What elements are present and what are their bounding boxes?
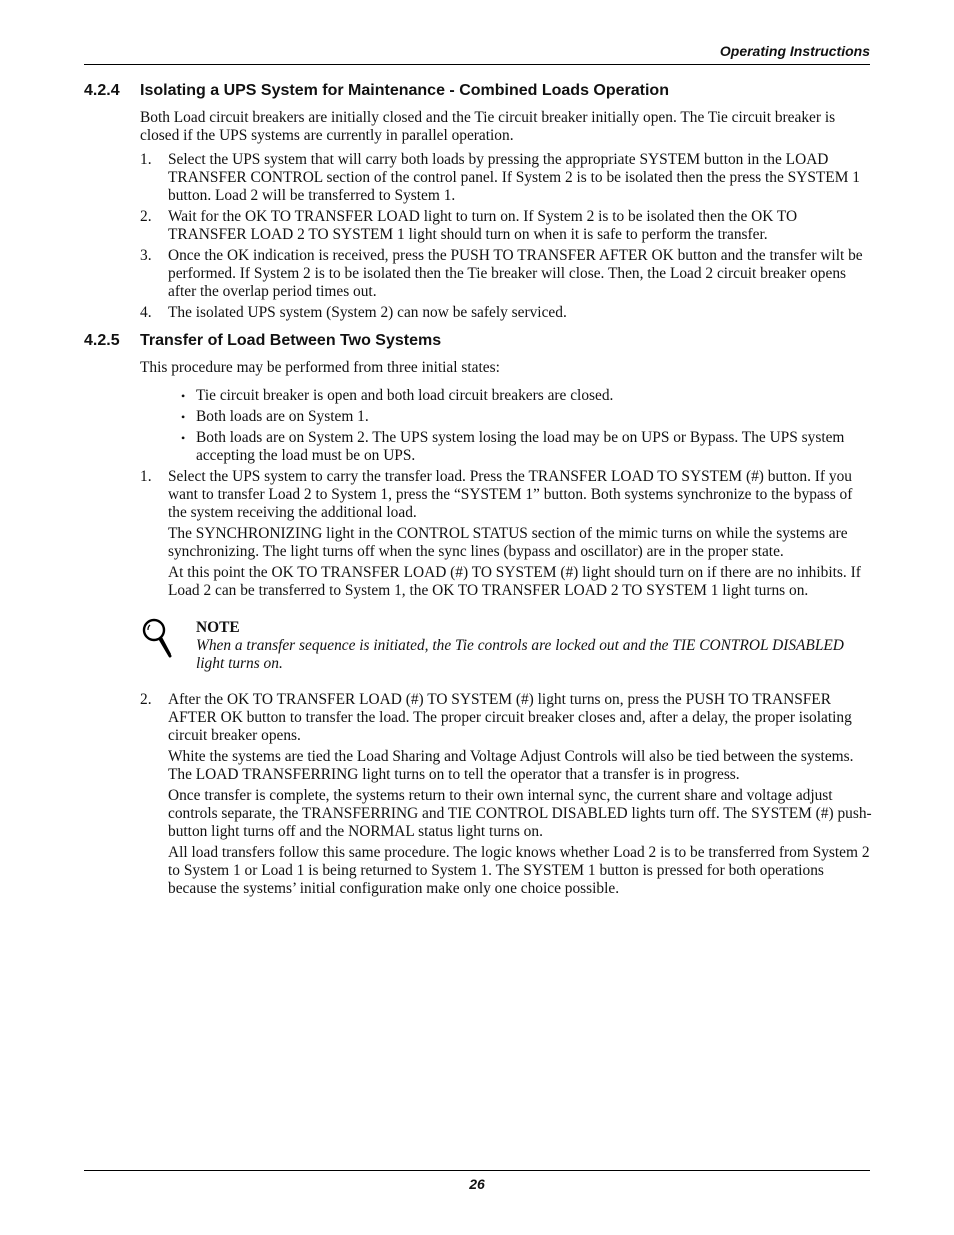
bullet-marker: • (181, 389, 186, 403)
bullet-text: Tie circuit breaker is open and both load circuit breakers are closed. (196, 387, 614, 404)
note-title: NOTE (196, 619, 240, 636)
bullet-text: Both loads are on System 1. (196, 408, 369, 425)
bullet-item (181, 429, 870, 465)
running-header: Operating Instructions (719, 43, 870, 59)
step-number: 2. (140, 691, 152, 708)
step-text: Wait for the OK TO TRANSFER LOAD light to turn on. If System 2 is to be isolated then the OK TO TRANSFER LOAD 2 TO SYSTEM 1 light should turn on when it is safe to perform the transfer. (168, 208, 798, 243)
section-title: Isolating a UPS System for Maintenance - Combined Loads Operation (140, 82, 669, 99)
step-item (140, 468, 870, 522)
step-number: 3. (140, 247, 152, 264)
note-text: When a transfer sequence is initiated, the Tie controls are locked out and the TIE CONTROL DISABLED light turns on. (196, 637, 844, 672)
step-text: After the OK TO TRANSFER LOAD (#) TO SYSTEM (#) light turns on, press the PUSH TO TRANSFER AFTER OK button to transfer the load. The proper circuit breaker closes and, after a delay, the proper isolating circuit breaker opens. (168, 691, 852, 744)
step-text: Once the OK indication is received, press the PUSH TO TRANSFER AFTER OK button and the transfer wilt be performed. If System 2 is to be isolated then the Tie breaker will close. Then, the Load 2 circuit breaker opens after the overlap period times out. (168, 247, 863, 300)
step-item (140, 151, 870, 205)
steps-list-4-2-4 (84, 151, 870, 322)
step-paragraph: All load transfers follow this same procedure. The logic knows whether Load 2 is to be transferred from System 2 to System 1 or Load 1 is being returned to System 1. The SYSTEM 1 button is pressed for both operations because the systems’ initial configuration make only one choice possible. (168, 844, 870, 897)
step-item (140, 691, 870, 745)
section-number: 4.2.5 (84, 332, 120, 349)
magnifier-icon (140, 618, 196, 673)
step-text: Select the UPS system to carry the transfer load. Press the TRANSFER LOAD TO SYSTEM (#) button. If you want to transfer Load 2 to System 1, press the “SYSTEM 1” button. Both systems synchronize to the bypass of the system receiving the additional load. (168, 468, 853, 521)
step-paragraph: White the systems are tied the Load Sharing and Voltage Adjust Controls will also be tied between the systems. The LOAD TRANSFERRING light turns on to tell the operator that a transfer is in progress. (168, 748, 854, 783)
bullet-marker: • (181, 410, 186, 424)
step-number: 2. (140, 208, 152, 225)
steps-list-4-2-5-b (84, 691, 870, 745)
section-heading-4-2-4 (84, 80, 870, 102)
step-item (140, 247, 870, 301)
bullet-item (181, 387, 870, 405)
header-rule (84, 64, 870, 65)
section-title: Transfer of Load Between Two Systems (140, 332, 442, 349)
step-item (140, 208, 870, 244)
step-item (140, 304, 870, 322)
step-text: Select the UPS system that will carry both loads by pressing the appropriate SYSTEM button in the LOAD TRANSFER CONTROL section of the control panel. If System 2 is to be isolated then the press the SYSTEM 1 button. Load 2 will be transferred to System 1. (168, 151, 860, 204)
initial-states-list (84, 387, 870, 465)
bullet-text: Both loads are on System 2. The UPS system losing the load may be on UPS or Bypass. The UPS system accepting the load must be on UPS. (196, 429, 845, 464)
page-content (84, 78, 870, 898)
note-body (196, 618, 868, 673)
section-intro: This procedure may be performed from three initial states: (140, 359, 500, 376)
bullet-item (181, 408, 870, 426)
footer-rule (84, 1170, 870, 1171)
step-number: 1. (140, 151, 152, 168)
step-paragraph: Once transfer is complete, the systems return to their own internal sync, the current share and voltage adjust controls separate, the TRANSFERRING and TIE CONTROL DISABLED lights turn off. The SYSTEM (#) push-button light turns off and the NORMAL status light turns on. (168, 787, 872, 840)
section-number: 4.2.4 (84, 82, 120, 99)
note-box (140, 618, 870, 673)
bullet-marker: • (181, 431, 186, 445)
step-text: The isolated UPS system (System 2) can now be safely serviced. (168, 304, 567, 321)
step-paragraph: The SYNCHRONIZING light in the CONTROL STATUS section of the mimic turns on while the systems are synchronizing. The light turns off when the sync lines (bypass and oscillator) are in the proper state. (168, 525, 848, 560)
page-number: 26 (469, 1176, 485, 1192)
step-number: 1. (140, 468, 152, 485)
section-intro: Both Load circuit breakers are initially closed and the Tie circuit breaker initially open. The Tie circuit breaker is closed if the UPS systems are currently in parallel operation. (140, 109, 836, 144)
section-heading-4-2-5 (84, 330, 870, 352)
steps-list-4-2-5-a (84, 468, 870, 522)
step-paragraph: At this point the OK TO TRANSFER LOAD (#) TO SYSTEM (#) light should turn on if there are no inhibits. If Load 2 can be transferred to System 1, the OK TO TRANSFER LOAD 2 TO SYSTEM 1 light turns on. (168, 564, 861, 599)
step-number: 4. (140, 304, 152, 321)
